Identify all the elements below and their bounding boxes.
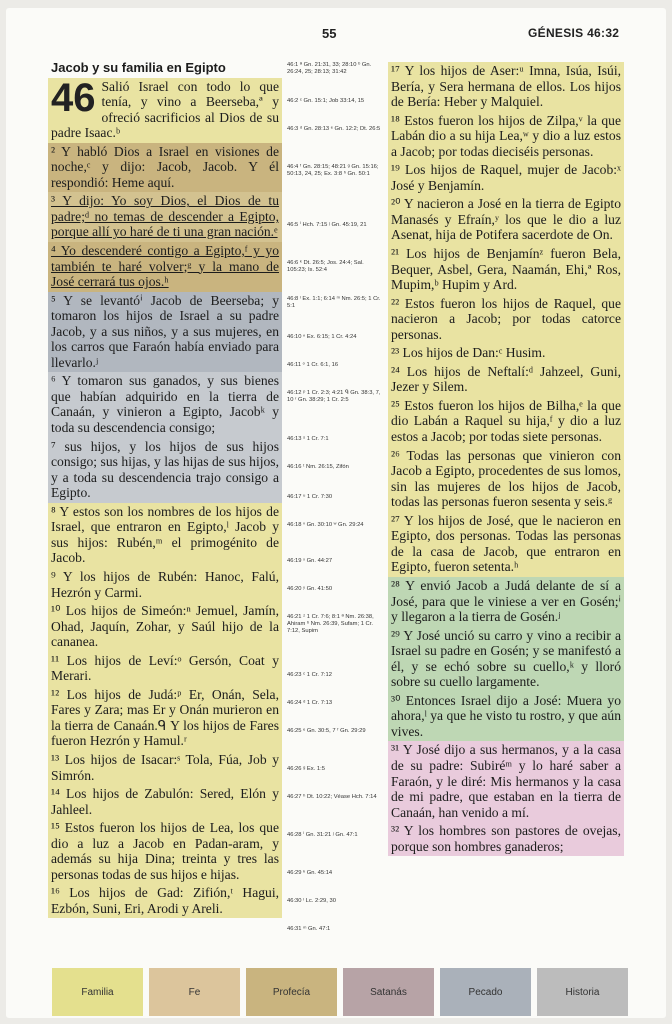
- cross-reference: 46:23 ᶜ 1 Cr. 7:12: [287, 672, 332, 678]
- chapter-number: 46: [51, 75, 96, 120]
- verse-block: ²³ Los hijos de Dan:ᶜ Husim.: [388, 344, 624, 363]
- verse-block: ¹³ Los hijos de Isacar:ˢ Tola, Fúa, Job y Simrón.: [48, 751, 282, 785]
- cross-reference: 46:24 ᵈ 1 Cr. 7:13: [287, 700, 333, 706]
- verse-block: ²¹ Los hijos de Benjamínᶻ fueron Bela, Bequer, Asbel, Gera, Naamán, Ehi,ª Ros, Mupim,ᵇ Hupim y Ard.: [388, 245, 624, 295]
- cross-reference: 46:26 ᵍ Ex. 1:5: [287, 766, 325, 772]
- verse-block: ²⁸ Y envió Jacob a Judá delante de sí a José, para que le viniese a ver en Gosén;ⁱ y llegaron a la tierra de Gosén.ʲ: [388, 577, 624, 627]
- verse-block: ³⁰ Entonces Israel dijo a José: Muera yo ahora,ˡ ya que he visto tu rostro, y que aún vives.: [388, 692, 624, 742]
- verse-block: ⁴ Yo descenderé contigo a Egipto,ᶠ y yo también te haré volver;ᵍ y la mano de José cerrará tus ojos.ʰ: [48, 242, 282, 292]
- cross-reference: 46:8 ˡ Ex. 1:1; 6:14 ᵐ Nm. 26:5; 1 Cr. 5:1: [287, 296, 381, 309]
- legend-swatch-satanas: [343, 968, 434, 1016]
- cross-reference: 46:18 ᵛ Gn. 30:10 ʷ Gn. 29:24: [287, 522, 364, 528]
- cross-reference: 46:28 ⁱ Gn. 31:21 ʲ Gn. 47:1: [287, 832, 358, 838]
- right-text-column: [388, 62, 624, 856]
- legend-label: Familia: [81, 986, 114, 998]
- cross-reference: 46:30 ˡ Lc. 2:29, 30: [287, 898, 336, 904]
- cross-reference: 46:21 ᶻ 1 Cr. 7:6; 8:1 ª Nm. 26:38, Ahiram ᵇ Nm. 26:39, Sufam; 1 Cr. 7:12, Supim: [287, 614, 374, 634]
- verse-block: ²⁶ Todas las personas que vinieron con Jacob a Egipto, procedentes de sus lomos, sin las mujeres de los hijos de Jacob, todas las personas fueron sesenta y seis.ᵍ: [388, 447, 624, 512]
- cross-reference: 46:3 ᵈ Gn. 28:13 ᵉ Gn. 12:2; Dt. 26:5: [287, 126, 381, 132]
- verse-block: ⁷ sus hijos, y los hijos de sus hijos consigo; sus hijas, y las hijas de sus hijos, y a toda su descendencia trajo consigo a Egipto.: [48, 438, 282, 503]
- verse-block: ⁶ Y tomaron sus ganados, y sus bienes que habían adquirido en la tierra de Canaán, y vinieron a Egipto, Jacobᵏ y toda su descendencia consigo;: [48, 372, 282, 437]
- cross-reference: 46:25 ᵉ Gn. 30:5, 7 ᶠ Gn. 29:29: [287, 728, 366, 734]
- verse-block: ¹⁸ Estos fueron los hijos de Zilpa,ᵛ la que Labán dio a su hija Lea,ʷ y dio a luz estos a Jacob; por todas dieciséis personas.: [388, 112, 624, 162]
- verse-block: [48, 75, 282, 143]
- verse-block: ³² Y los hombres son pastores de ovejas, porque son hombres ganaderos;: [388, 822, 624, 856]
- color-legend: [52, 968, 626, 1018]
- running-header-reference: GÉNESIS 46:32: [528, 26, 620, 40]
- legend-swatch-familia: [52, 968, 143, 1016]
- cross-reference: 46:17 ᵘ 1 Cr. 7:30: [287, 494, 333, 500]
- cross-reference: 46:27 ʰ Dt. 10:22; Véase Hch. 7:14: [287, 794, 377, 800]
- verse-block: ¹⁶ Los hijos de Gad: Zifión,ᵗ Hagui, Ezbón, Suni, Eri, Arodi y Areli.: [48, 884, 282, 918]
- legend-swatch-profecia: [246, 968, 337, 1016]
- verse-text: Salió Israel con todo lo que tenía, y vino a Beerseba,ª y ofreció sacrificios al Dios de su padre Isaac.ᵇ: [51, 78, 279, 141]
- cross-reference: 46:5 ⁱ Hch. 7:15 ʲ Gn. 45:19, 21: [287, 222, 367, 228]
- verse-block: ¹¹ Los hijos de Leví:ᵒ Gersón, Coat y Merari.: [48, 652, 282, 686]
- legend-label: Profecía: [272, 986, 311, 998]
- verse-block: ²² Estos fueron los hijos de Raquel, que nacieron a Jacob; por todas catorce personas.: [388, 295, 624, 345]
- section-heading: Jacob y su familia en Egipto: [51, 60, 226, 75]
- cross-reference: 46:4 ᶠ Gn. 28:15; 48:21 ᵍ Gn. 15:16; 50:13, 24, 25; Ex. 3:8 ʰ Gn. 50:1: [287, 164, 379, 177]
- verse-block: ³¹ Y José dijo a sus hermanos, y a la casa de su padre: Subiréᵐ y lo haré saber a Faraón, y le diré: Mis hermanos y la casa de mi padre, que estaban en la tierra de Canaán, han venido a mí.: [388, 741, 624, 822]
- cross-reference: 46:10 ⁿ Ex. 6:15; 1 Cr. 4:24: [287, 334, 357, 340]
- verse-block: ²⁰ Y nacieron a José en la tierra de Egipto Manasés y Efraín,ʸ los que le dio a luz Asenat, hija de Potifera sacerdote de On.: [388, 195, 624, 245]
- cross-reference: 46:31 ᵐ Gn. 47:1: [287, 926, 331, 932]
- verse-block: ⁵ Y se levantóⁱ Jacob de Beerseba; y tomaron los hijos de Israel a su padre Jacob, y a sus niños, y a sus mujeres, en los carros que Faraón había enviado para llevarlo.ʲ: [48, 292, 282, 373]
- verse-block: ² Y habló Dios a Israel en visiones de noche,ᶜ y dijo: Jacob, Jacob. Y él respondió: Heme aquí.: [48, 143, 282, 193]
- page-number: 55: [322, 26, 337, 41]
- verse-block: ²⁷ Y los hijos de José, que le nacieron en Egipto, dos personas. Todas las personas de la casa de Jacob, que entraron en Egipto, fueron setenta.ʰ: [388, 512, 624, 577]
- legend-label: Fe: [188, 986, 201, 998]
- legend-label: Pecado: [468, 986, 503, 998]
- verse-block: ⁸ Y estos son los nombres de los hijos de Israel, que entraron en Egipto,ˡ Jacob y sus hijos: Rubén,ᵐ el primogénito de Jacob.: [48, 503, 282, 568]
- cross-reference: 46:2 ᶜ Gn. 15:1; Job 33:14, 15: [287, 98, 365, 104]
- cross-reference: 46:1 ª Gn. 21:31, 33; 28:10 ᵇ Gn. 26:24, 25; 28:13; 31:42: [287, 62, 372, 75]
- verse-block: ²⁴ Los hijos de Neftalí:ᵈ Jahzeel, Guni, Jezer y Silem.: [388, 363, 624, 397]
- cross-reference: 46:16 ᵗ Nm. 26:15, Zifón: [287, 464, 349, 470]
- verse-block: ¹⁷ Y los hijos de Aser:ᵘ Imna, Isúa, Isúi, Bería, y Sera hermana de ellos. Los hijos de Bería: Heber y Malquiel.: [388, 62, 624, 112]
- verse-block: ⁹ Y los hijos de Rubén: Hanoc, Falú, Hezrón y Carmi.: [48, 568, 282, 602]
- cross-reference: 46:12 ᵖ 1 Cr. 2:3; 4:21 ᑫ Gn. 38:3, 7, 10 ʳ Gn. 38:29; 1 Cr. 2:5: [287, 390, 381, 403]
- verse-block: ²⁹ Y José unció su carro y vino a recibir a Israel su padre en Gosén; y se manifestó a él, y se echó sobre su cuello,ᵏ y lloró sobre su cuello largamente.: [388, 627, 624, 692]
- verse-block: ¹² Los hijos de Judá:ᵖ Er, Onán, Sela, Fares y Zara; mas Er y Onán murieron en la tierra de Canaán.ᑫ Y los hijos de Fares fueron Hezrón y Hamul.ʳ: [48, 686, 282, 751]
- verse-block: ¹⁰ Los hijos de Simeón:ⁿ Jemuel, Jamín, Ohad, Jaquín, Zohar, y Saúl hijo de la cananea.: [48, 602, 282, 652]
- left-text-column: [48, 60, 282, 918]
- cross-reference: 46:6 ᵏ Dt. 26:5; Jos. 24:4; Sal. 105:23; Is. 52:4: [287, 260, 364, 273]
- verse-block: ¹⁴ Los hijos de Zabulón: Sered, Elón y Jahleel.: [48, 785, 282, 819]
- cross-reference: 46:13 ˢ 1 Cr. 7:1: [287, 436, 329, 442]
- cross-reference: 46:19 ˣ Gn. 44:27: [287, 558, 333, 564]
- legend-label: Satanás: [370, 986, 407, 998]
- verse-block: ¹⁵ Estos fueron los hijos de Lea, los que dio a luz a Jacob en Padan-aram, y además su hija Dina; treinta y tres las personas todas de sus hijos e hijas.: [48, 819, 282, 884]
- legend-swatch-historia: [537, 968, 628, 1016]
- verse-block: ³ Y dijo: Yo soy Dios, el Dios de tu padre;ᵈ no temas de descender a Egipto, porque allí yo haré de ti una gran nación.ᵉ: [48, 192, 282, 242]
- cross-reference: 46:11 ᵒ 1 Cr. 6:1, 16: [287, 362, 339, 368]
- legend-swatch-pecado: [440, 968, 531, 1016]
- verse-block: ²⁵ Estos fueron los hijos de Bilha,ᵉ la que dio Labán a Raquel su hija,ᶠ y dio a luz estos a Jacob; por todas siete personas.: [388, 397, 624, 447]
- legend-label: Historia: [565, 986, 600, 998]
- cross-reference: 46:20 ʸ Gn. 41:50: [287, 586, 333, 592]
- verse-block: ¹⁹ Los hijos de Raquel, mujer de Jacob:ˣ José y Benjamín.: [388, 161, 624, 195]
- legend-swatch-fe: [149, 968, 240, 1016]
- cross-reference: 46:29 ᵏ Gn. 45:14: [287, 870, 333, 876]
